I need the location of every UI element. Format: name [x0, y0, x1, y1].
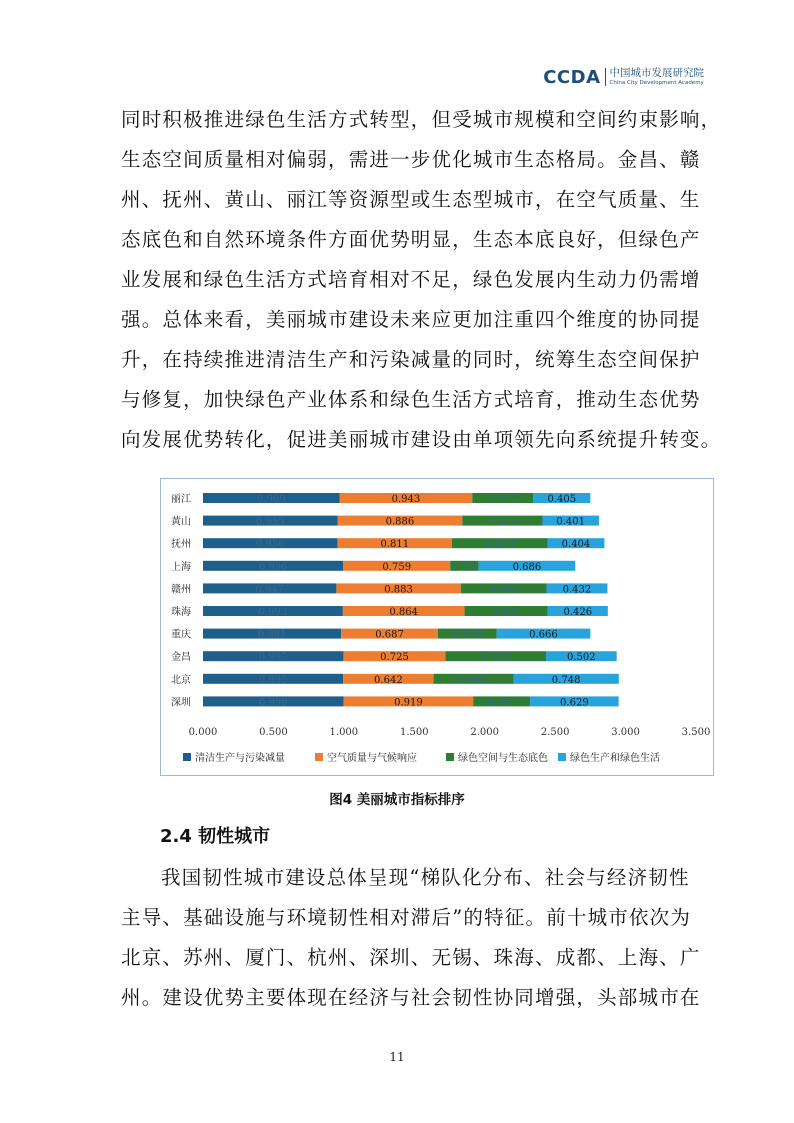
data-label: 0.713 [481, 652, 511, 664]
data-label: 0.629 [560, 697, 589, 709]
legend-label: 空气质量与气候响应 [327, 753, 417, 764]
data-label: 0.687 [375, 629, 404, 641]
data-label: 0.591 [491, 607, 521, 618]
data-label: 0.642 [374, 674, 403, 686]
stacked-bar-chart [160, 478, 714, 776]
page-number: 11 [389, 1050, 405, 1064]
paragraph-line: 州。建设优势主要体现在经济与社会韧性协同增强，头部城市在 [121, 986, 701, 1009]
data-label: 0.997 [258, 652, 288, 664]
data-label: 0.993 [258, 607, 288, 618]
paragraph-line: 我国韧性城市建设总体呈现“梯队化分布、社会与经济韧性 [161, 866, 690, 889]
logo-mark: CCDA [543, 66, 601, 88]
paragraph-line: 与修复，加快绿色产业体系和绿色生活方式培育，推动生态优势 [121, 388, 701, 411]
legend-swatch [315, 753, 323, 761]
data-label: 0.956 [256, 539, 285, 551]
paragraph-2 [121, 858, 701, 1018]
figure-caption: 图4 美丽城市指标排序 [329, 792, 465, 808]
data-label: 0.202 [450, 561, 479, 573]
x-tick-label: 0.000 [188, 727, 218, 738]
paragraph-line: 主导、基础设施与环境韧性相对滞后”的特征。前十城市依次为 [121, 906, 692, 929]
data-label: 0.886 [385, 516, 415, 528]
data-label: 0.864 [389, 607, 419, 618]
data-label: 0.502 [567, 652, 596, 664]
data-label: 0.725 [380, 652, 409, 664]
x-tick-label: 1.000 [329, 727, 359, 738]
paragraph-line: 生态空间质量相对偏弱，需进一步优化城市生态格局。金昌、赣 [121, 148, 701, 171]
data-label: 0.569 [488, 516, 517, 528]
data-label: 0.999 [259, 697, 288, 709]
data-label: 0.943 [391, 494, 421, 505]
legend-swatch [446, 753, 454, 761]
header-logo [543, 62, 704, 92]
data-label: 0.679 [485, 539, 515, 551]
data-label: 0.609 [489, 584, 518, 596]
paragraph-line: 州、抚州、黄山、丽江等资源型或生态型城市，在空气质量、生 [121, 188, 701, 211]
data-label: 0.995 [258, 674, 288, 686]
paragraph-line: 强。总体来看，美丽城市建设未来应更加注重四个维度的协同提 [121, 308, 701, 331]
category-label: 黄山 [171, 516, 191, 528]
paragraph-1 [121, 100, 722, 460]
legend-swatch [558, 753, 566, 761]
category-label: 金昌 [171, 652, 191, 664]
x-tick-label: 2.000 [470, 727, 500, 738]
paragraph-line: 业发展和绿色生活方式培育相对不足，绿色发展内生动力仍需增 [121, 268, 701, 291]
paragraph-line: 升，在持续推进清洁生产和污染减量的同时，统筹生态空间保护 [121, 348, 701, 371]
data-label: 0.666 [529, 629, 558, 641]
data-label: 0.433 [488, 494, 518, 505]
paragraph-line: 态底色和自然环境条件方面优势明显，生态本底良好，但绿色产 [121, 228, 701, 251]
category-label: 上海 [171, 561, 191, 573]
data-label: 0.686 [512, 561, 542, 573]
section-title: 2.4 韧性城市 [160, 826, 271, 847]
data-label: 0.405 [547, 494, 577, 505]
data-label: 0.404 [561, 539, 591, 551]
data-label: 0.919 [394, 697, 423, 709]
category-label: 丽江 [171, 494, 191, 505]
category-label: 深圳 [171, 697, 191, 709]
legend-label: 绿色空间与生态底色 [458, 753, 548, 764]
x-tick-label: 3.500 [681, 727, 711, 738]
legend-swatch [183, 753, 191, 761]
data-label: 0.981 [257, 629, 287, 641]
data-label: 0.416 [452, 629, 482, 641]
logo-text [610, 68, 705, 86]
paragraph-line: 同时积极推进绿色生活方式转型，但受城市规模和空间约束影响， [121, 108, 722, 131]
legend-label: 清洁生产与污染减量 [195, 753, 285, 764]
data-label: 0.883 [384, 584, 413, 596]
x-tick-label: 0.500 [259, 727, 288, 738]
data-label: 0.947 [255, 584, 285, 596]
category-label: 北京 [171, 674, 191, 686]
data-label: 0.955 [255, 516, 285, 528]
data-label: 0.748 [551, 674, 581, 686]
chart-canvas [161, 479, 715, 777]
data-label: 0.401 [556, 516, 586, 528]
legend-label: 绿色生产和绿色生活 [570, 753, 660, 764]
logo-en: China City Development Academy [609, 79, 704, 86]
x-tick-label: 2.500 [540, 727, 570, 738]
x-tick-label: 3.000 [611, 727, 640, 738]
logo-cn: 中国城市发展研究院 [609, 67, 704, 79]
paragraph-line: 向发展优势转化，促进美丽城市建设由单项领先向系统提升转变。 [121, 428, 722, 451]
data-label: 0.404 [487, 697, 516, 709]
category-label: 珠海 [171, 607, 191, 618]
x-tick-label: 1.500 [399, 727, 429, 738]
data-label: 0.426 [563, 607, 593, 618]
paragraph-line: 北京、苏州、厦门、杭州、深圳、无锡、珠海、成都、上海、广 [121, 946, 701, 969]
data-label: 0.969 [256, 494, 286, 505]
data-label: 0.996 [258, 561, 288, 573]
category-label: 抚州 [171, 539, 191, 551]
logo-divider [605, 68, 606, 86]
data-label: 0.759 [382, 561, 412, 573]
category-label: 重庆 [171, 629, 191, 641]
data-label: 0.432 [562, 584, 592, 596]
category-label: 赣州 [171, 584, 191, 596]
data-label: 0.811 [380, 539, 410, 551]
data-label: 0.567 [459, 674, 488, 686]
